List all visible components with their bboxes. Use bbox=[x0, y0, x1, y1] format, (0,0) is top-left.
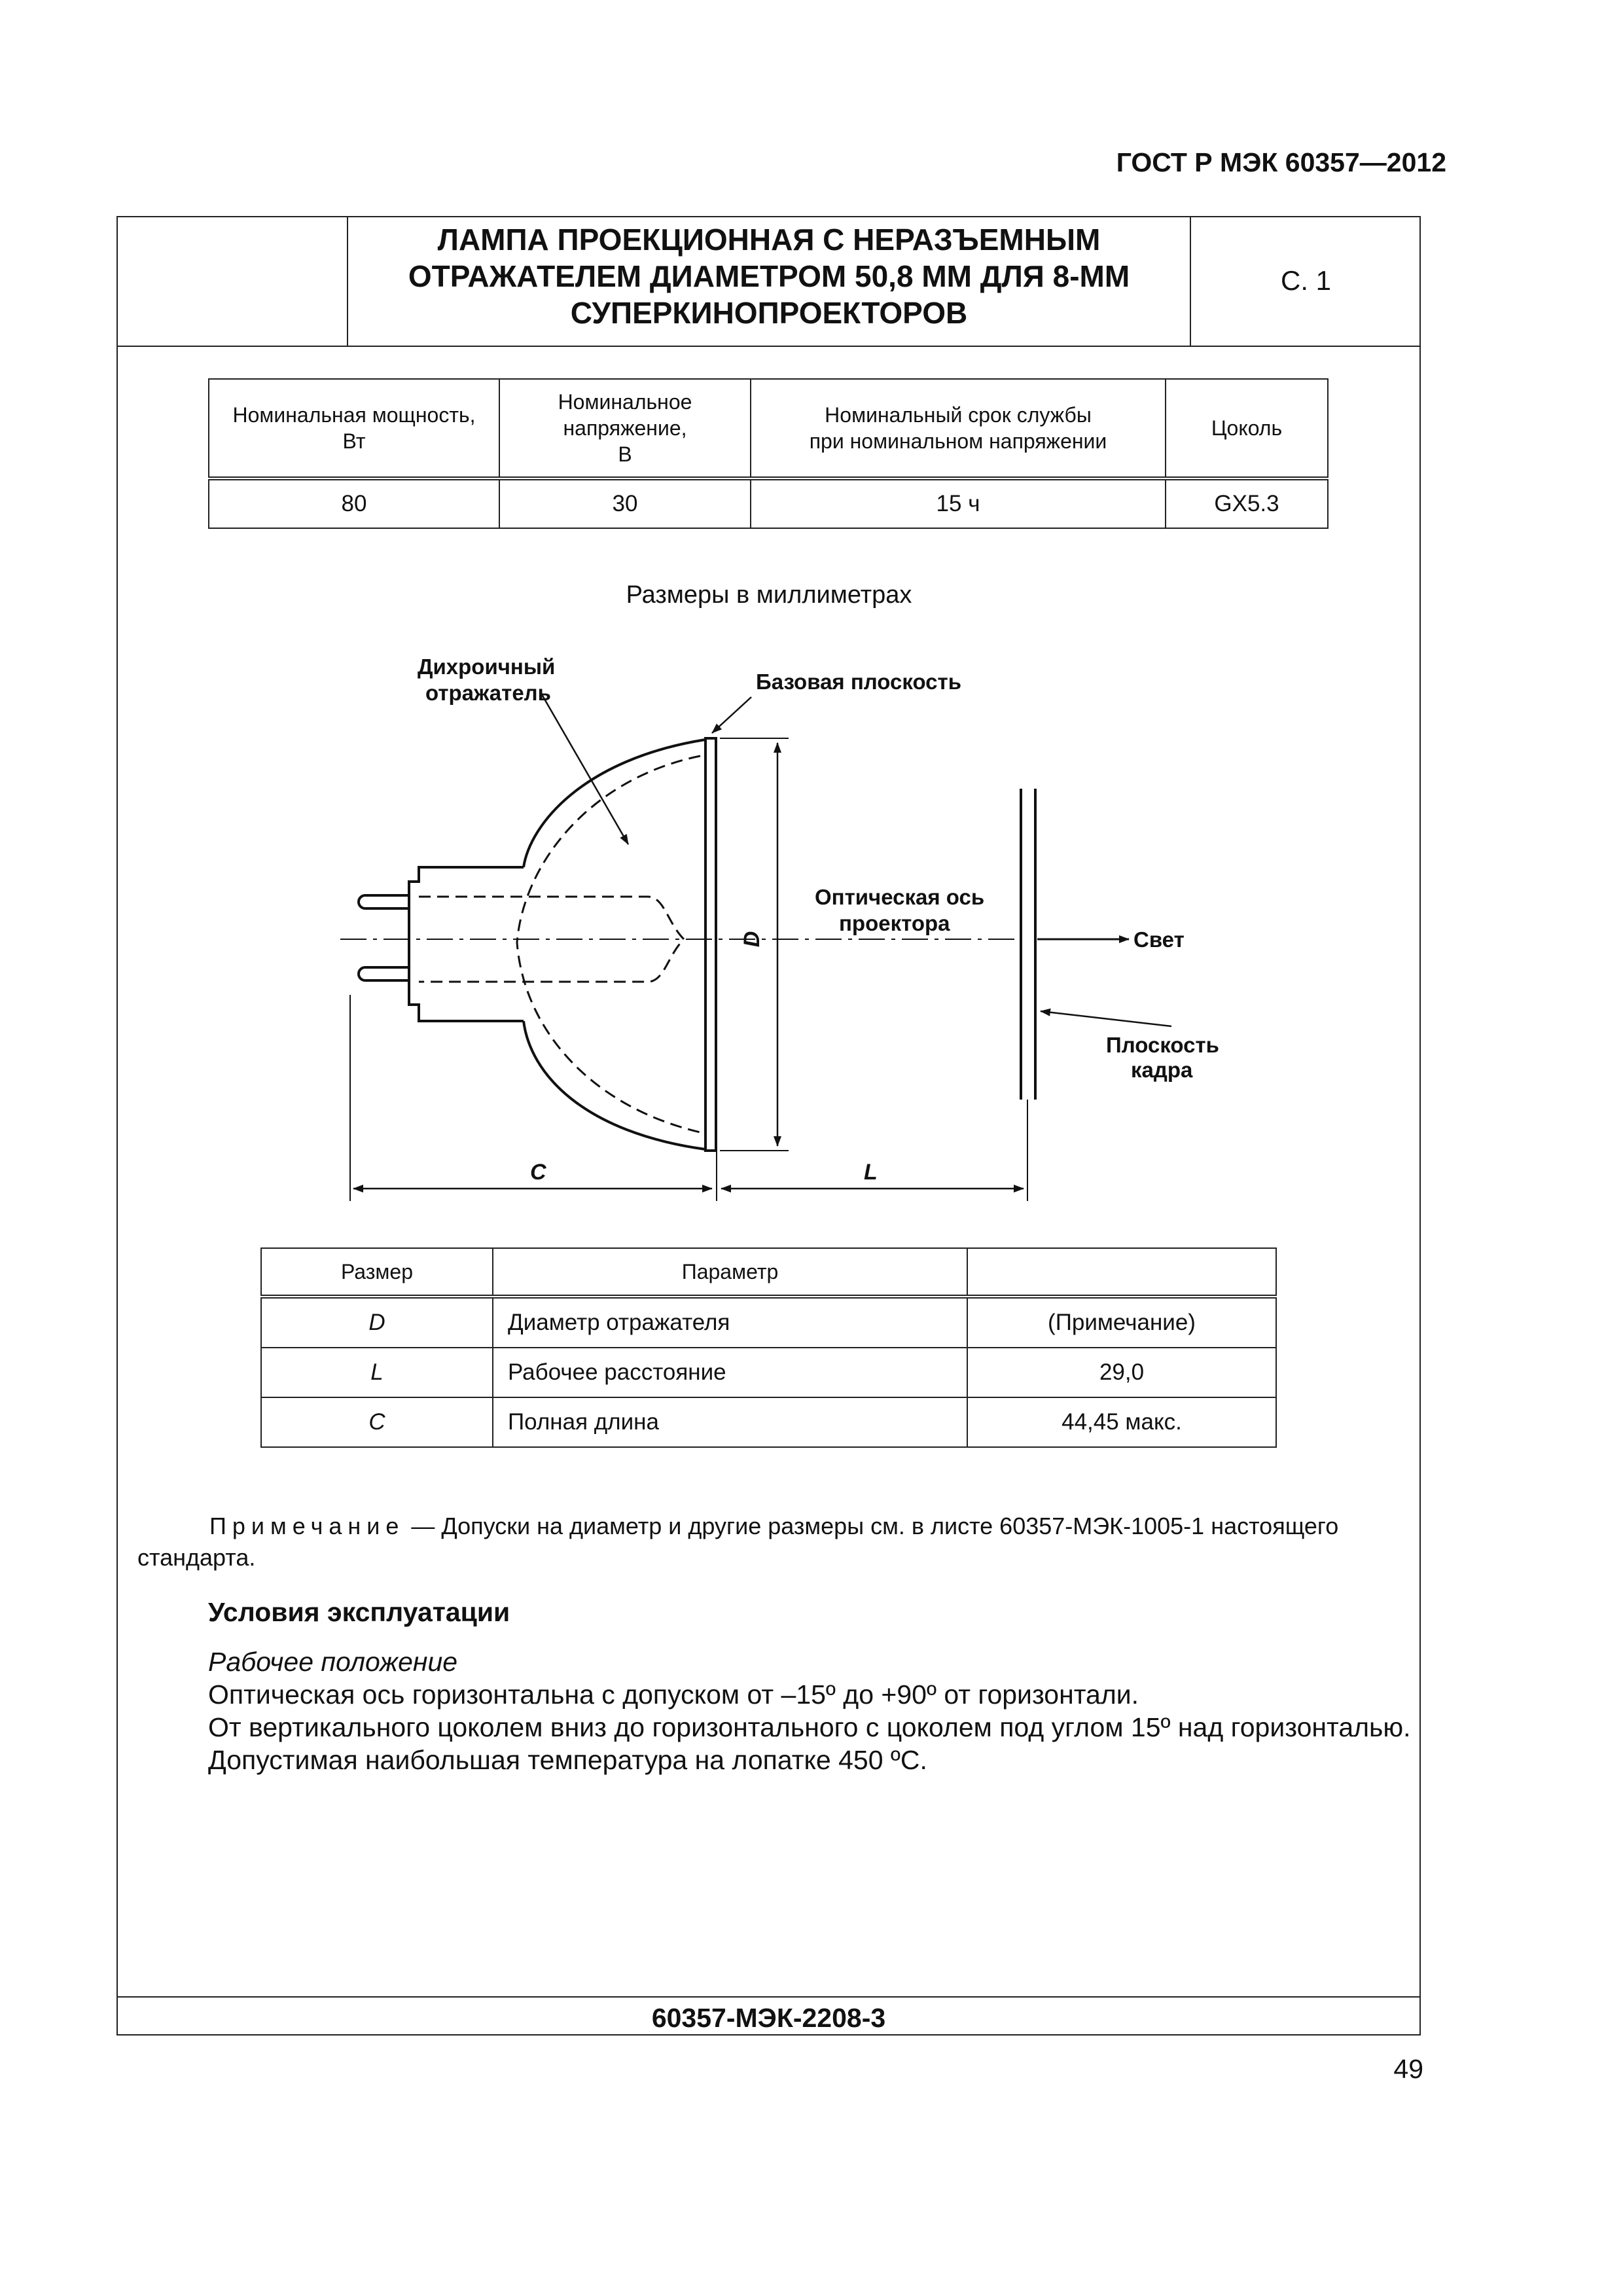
label-frame-2: кадра bbox=[1131, 1058, 1193, 1082]
section-heading: Условия эксплуатации bbox=[208, 1597, 510, 1627]
table-row: L Рабочее расстояние 29,0 bbox=[261, 1348, 1276, 1397]
value-voltage: 30 bbox=[499, 478, 751, 528]
note-paragraph bbox=[137, 1511, 1397, 1573]
header-life: Номинальный срок службы при номинальном напряжении bbox=[751, 379, 1166, 478]
label-dichroic-2: отражатель bbox=[425, 681, 551, 705]
standard-header: ГОСТ Р МЭК 60357—2012 bbox=[1116, 147, 1446, 177]
header-voltage: Номинальное напряжение, В bbox=[499, 379, 751, 478]
dim-L-label: L bbox=[864, 1160, 878, 1185]
operation-line: От вертикального цоколем вниз до горизонтального с цоколем под углом 15º над горизонталью. bbox=[208, 1712, 1411, 1742]
label-dichroic-1: Дихроичный bbox=[418, 655, 556, 679]
table-row: C Полная длина 44,45 макс. bbox=[261, 1397, 1276, 1447]
footer-divider bbox=[116, 1996, 1421, 1998]
title-line: ЛАМПА ПРОЕКЦИОННАЯ С НЕРАЗЪЕМНЫМ bbox=[437, 223, 1101, 257]
reflector-outline-top bbox=[524, 740, 705, 867]
dim-D-label: D bbox=[740, 931, 764, 948]
title-line: СУПЕРКИНОПРОЕКТОРОВ bbox=[570, 296, 968, 330]
label-base-plane: Базовая плоскость bbox=[756, 670, 961, 694]
section-subheading: Рабочее положение bbox=[208, 1647, 458, 1677]
header-size: Размер bbox=[261, 1248, 493, 1297]
header-power: Номинальная мощность, Вт bbox=[209, 379, 499, 478]
sheet-number: С. 1 bbox=[1280, 265, 1332, 296]
dimension-table bbox=[260, 1247, 1277, 1448]
operation-line: Допустимая наибольшая температура на лопатке 450 ºС. bbox=[208, 1745, 927, 1775]
label-light: Свет bbox=[1133, 927, 1185, 952]
lamp-drawing bbox=[308, 648, 1263, 1211]
value-base: GX5.3 bbox=[1166, 478, 1328, 528]
label-axis-1: Оптическая ось bbox=[815, 885, 985, 909]
value-life: 15 ч bbox=[751, 478, 1166, 528]
table-row: D Диаметр отражателя (Примечание) bbox=[261, 1297, 1276, 1348]
header-base: Цоколь bbox=[1166, 379, 1328, 478]
dim-C-label: C bbox=[530, 1160, 546, 1185]
sheet-title bbox=[348, 221, 1190, 331]
header-parameter: Параметр bbox=[493, 1248, 967, 1297]
dimensions-caption: Размеры в миллиметрах bbox=[626, 581, 912, 609]
title-line: ОТРАЖАТЕЛЕМ ДИАМЕТРОМ 50,8 ММ ДЛЯ 8-ММ bbox=[408, 259, 1130, 293]
header-value bbox=[967, 1248, 1276, 1297]
sheet-code: 60357-МЭК-2208-3 bbox=[651, 2003, 886, 2033]
page-number: 49 bbox=[1393, 2054, 1423, 2084]
note-text: — Допуски на диаметр и другие размеры см. в листе 60357-МЭК-1005-1 настоящего стандарта. bbox=[137, 1513, 1339, 1571]
label-frame-1: Плоскость bbox=[1106, 1033, 1219, 1057]
label-axis-2: проектора bbox=[839, 911, 950, 935]
value-power: 80 bbox=[209, 478, 499, 528]
rating-table bbox=[208, 378, 1329, 529]
operation-line: Оптическая ось горизонтальна с допуском от –15º до +90º от горизонтали. bbox=[208, 1679, 1139, 1710]
note-label: Примечание bbox=[209, 1513, 405, 1539]
reflector-outline-bottom bbox=[524, 1021, 705, 1149]
base-plane-plate bbox=[705, 738, 716, 1151]
